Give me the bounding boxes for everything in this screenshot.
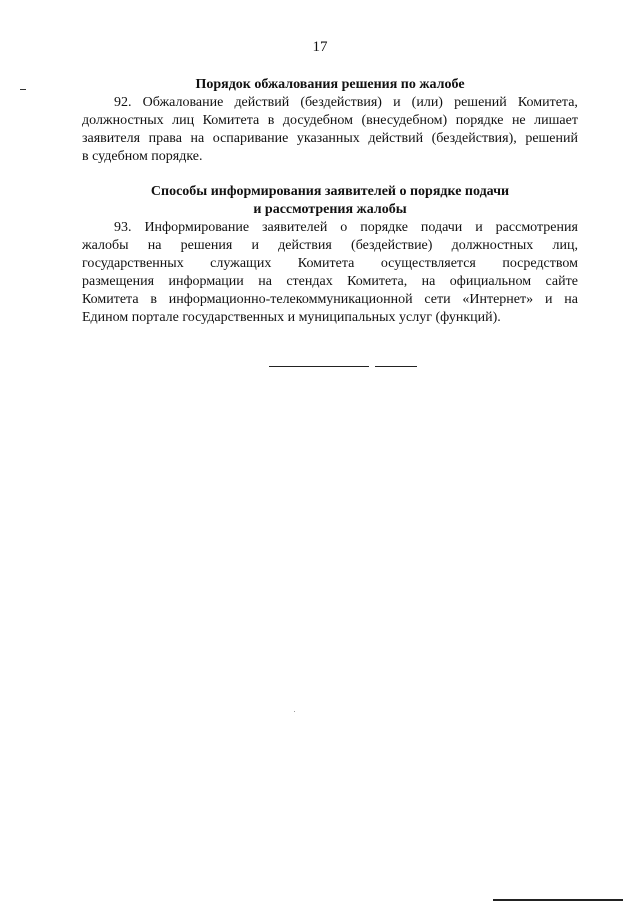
word: порядке <box>455 113 504 128</box>
paragraph-line: Едином портале государственных и муниципальных услуг (функций). <box>82 310 501 325</box>
word: и <box>251 238 259 253</box>
word: и <box>475 220 483 235</box>
heading-line: и рассмотрения жалобы <box>253 202 407 217</box>
margin-mark <box>20 89 26 90</box>
word: сети <box>424 292 451 307</box>
word: и <box>393 95 401 110</box>
word: лиц, <box>552 238 578 253</box>
word: сайте <box>545 274 578 289</box>
word: действий <box>234 95 290 110</box>
word: Комитета, <box>517 95 578 110</box>
word: должностных <box>82 113 164 128</box>
paragraph-line: в судебном порядке. <box>82 149 203 164</box>
word: Обжалование <box>142 95 224 110</box>
word: решений <box>525 131 578 146</box>
paragraph-line <box>82 237 578 255</box>
word: действия <box>278 238 332 253</box>
end-of-text-rule <box>269 366 417 367</box>
word: Комитета, <box>347 274 408 289</box>
section-heading-appeal: Порядок обжалования решения по жалобе <box>195 77 465 92</box>
word: государственных <box>82 256 184 271</box>
word: (бездействия), <box>431 131 517 146</box>
word: служащих <box>210 256 272 271</box>
word: информационно-телекоммуникационной <box>168 292 413 307</box>
word: указанных <box>296 131 360 146</box>
word: подачи <box>420 220 463 235</box>
word: информации <box>168 274 244 289</box>
word: действий <box>368 131 424 146</box>
word: (бездействие) <box>351 238 433 253</box>
word: Комитета <box>297 256 355 271</box>
page-number: 17 <box>312 39 328 55</box>
word: (бездействия) <box>300 95 382 110</box>
section-informing-methods <box>82 183 578 327</box>
word: оспаривание <box>212 131 289 146</box>
word: не <box>511 113 526 128</box>
paragraph-line <box>82 273 578 291</box>
word: на <box>147 238 162 253</box>
word: в <box>267 113 275 128</box>
word: 92. <box>114 95 132 110</box>
paragraph-92 <box>82 94 578 166</box>
scan-speck <box>294 711 295 712</box>
word: стендах <box>286 274 333 289</box>
word: лиц <box>172 113 195 128</box>
word: на <box>258 274 272 289</box>
word: жалобы <box>82 238 129 253</box>
word: должностных <box>451 238 534 253</box>
section-appeal-procedure <box>82 76 578 166</box>
word: решений <box>454 95 507 110</box>
paragraph-line <box>82 219 578 237</box>
word: заявителей <box>262 220 328 235</box>
section-heading-informing <box>82 183 578 219</box>
paragraph-line <box>82 94 578 112</box>
word: размещения <box>82 274 155 289</box>
word: 93. <box>114 220 132 235</box>
word: (или) <box>411 95 443 110</box>
word: заявителя <box>82 131 141 146</box>
word: Комитета <box>82 292 139 307</box>
word: досудебном <box>282 113 354 128</box>
paragraph-line <box>82 130 578 148</box>
word: осуществляется <box>380 256 476 271</box>
paragraph-line <box>82 112 578 130</box>
paragraph-93 <box>82 219 578 327</box>
word: права <box>148 131 182 146</box>
word: в <box>150 292 157 307</box>
word: лишает <box>534 113 578 128</box>
word: посредством <box>502 256 578 271</box>
word: (внесудебном) <box>361 113 448 128</box>
word: на <box>421 274 436 289</box>
word: «Интернет» <box>462 292 534 307</box>
word: Комитета <box>202 113 260 128</box>
word: Информирование <box>144 220 250 235</box>
word: о <box>340 220 348 235</box>
paragraph-line <box>82 255 578 273</box>
word: официальном <box>449 274 532 289</box>
word: на <box>564 292 578 307</box>
paragraph-line <box>82 291 578 309</box>
bottom-edge-rule <box>493 899 623 901</box>
word: на <box>190 131 205 146</box>
word: порядке <box>360 220 408 235</box>
word: и <box>544 292 553 307</box>
heading-line: Способы информирования заявителей о порядке подачи <box>150 184 510 199</box>
word: рассмотрения <box>495 220 578 235</box>
word: решения <box>180 238 233 253</box>
